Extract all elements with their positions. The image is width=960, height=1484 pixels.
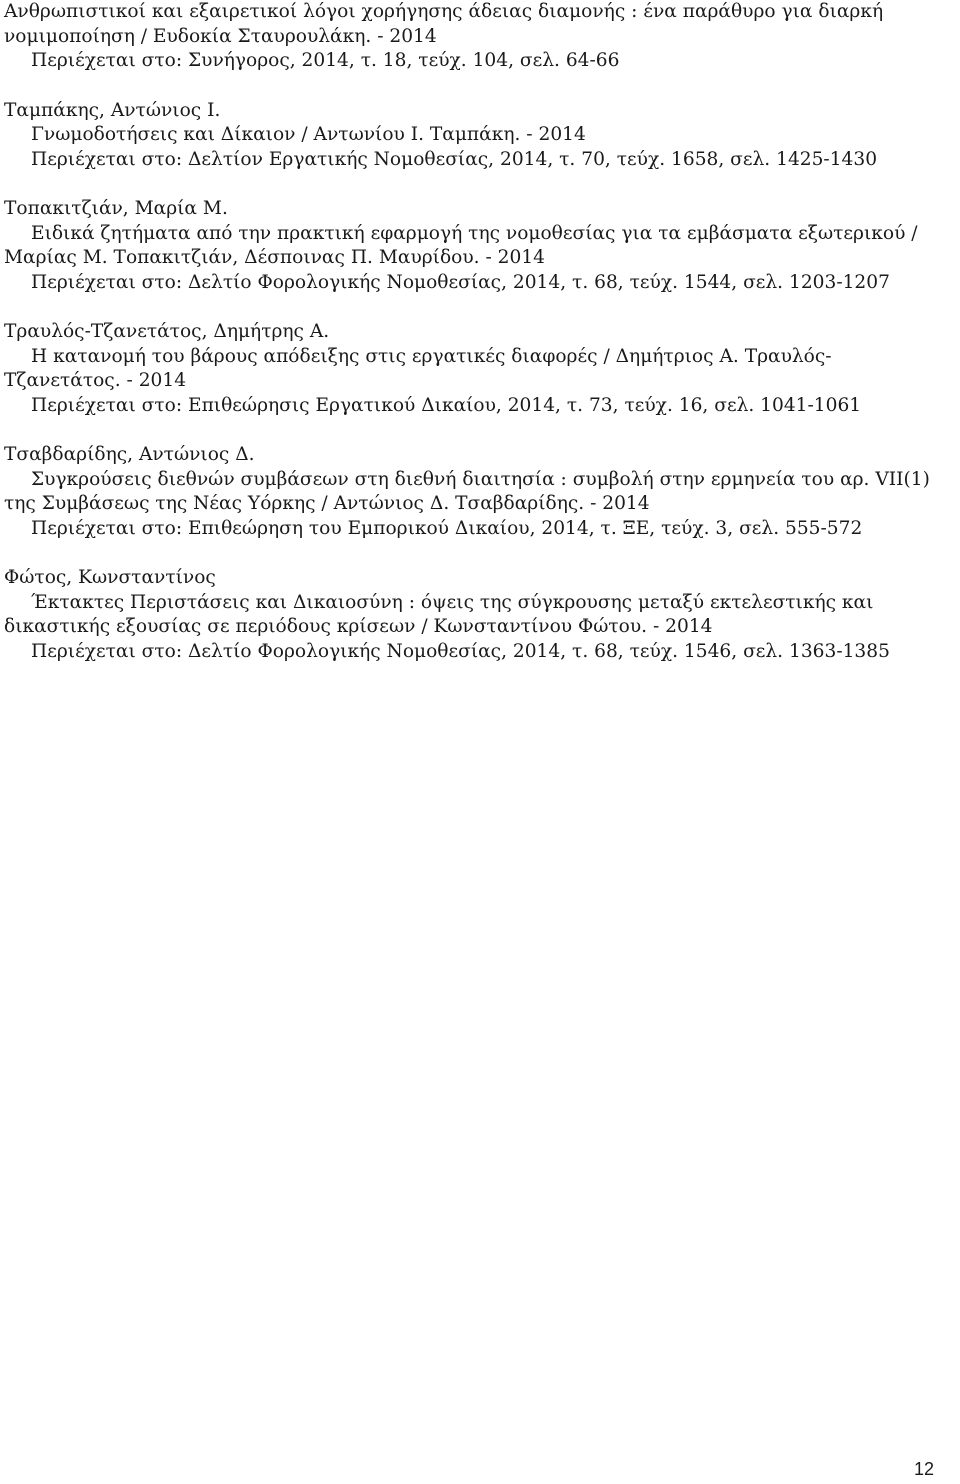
entry-source: Περιέχεται στο: Δελτίο Φορολογικής Νομοθεσίας, 2014, τ. 68, τεύχ. 1546, σελ. 1363-1385 [31, 640, 890, 662]
entry-title-line: Ανθρωπιστικοί και εξαιρετικοί λόγοι χορήγησης άδειας διαμονής : ένα παράθυρο για διαρκή [4, 1, 884, 22]
entry-source: Περιέχεται στο: Συνήγορος, 2014, τ. 18, τεύχ. 104, σελ. 64-66 [31, 50, 620, 71]
bibliography-entry [4, 99, 954, 173]
entry-title-line: Τζανετάτος. - 2014 [4, 370, 187, 391]
bibliography-entry [4, 443, 954, 541]
entry-title-line: Η κατανομή του βάρους απόδειξης στις εργατικές διαφορές / Δημήτριος Α. Τραυλός- [31, 345, 832, 367]
entry-source: Περιέχεται στο: Επιθεώρηση του Εμπορικού Δικαίου, 2014, τ. ΞΕ, τεύχ. 3, σελ. 555-572 [31, 517, 863, 539]
entry-title-line: νομιμοποίηση / Ευδοκία Σταυρουλάκη. - 2014 [4, 25, 437, 47]
entry-title-line: Ειδικά ζητήματα από την πρακτική εφαρμογή της νομοθεσίας για τα εμβάσματα εξωτερικού / [31, 222, 918, 244]
entry-author: Ταμπάκης, Αντώνιος Ι. [4, 99, 221, 121]
entry-title-line: Γνωμοδοτήσεις και Δίκαιον / Αντωνίου Ι. Ταμπάκη. - 2014 [31, 124, 586, 145]
entry-title-line: της Συμβάσεως της Νέας Υόρκης / Αντώνιος Δ. Τσαβδαρίδης. - 2014 [4, 493, 650, 514]
entry-author: Τραυλός-Τζανετάτος, Δημήτρης Α. [4, 321, 330, 342]
bibliography-entry [4, 566, 954, 664]
bibliography-entry [4, 197, 954, 295]
entry-author: Τοπακιτζιάν, Μαρία Μ. [4, 198, 228, 219]
bibliography-entry [4, 0, 954, 74]
bibliography-entry [4, 320, 954, 418]
entry-title-line: Συγκρούσεις διεθνών συμβάσεων στη διεθνή διαιτησία : συμβολή στην ερμηνεία του αρ. VII(1) [31, 468, 930, 490]
entry-title-line: Έκτακτες Περιστάσεις και Δικαιοσύνη : όψεις της σύγκρουσης μεταξύ εκτελεστικής και [31, 591, 874, 613]
entry-title-line: δικαστικής εξουσίας σε περιόδους κρίσεων / Κωνσταντίνου Φώτου. - 2014 [4, 616, 713, 637]
entry-author: Τσαβδαρίδης, Αντώνιος Δ. [4, 444, 255, 465]
entry-title-line: Μαρίας Μ. Τοπακιτζιάν, Δέσποινας Π. Μαυρίδου. - 2014 [4, 247, 545, 268]
bibliography-page [4, 0, 954, 664]
entry-author: Φώτος, Κωνσταντίνος [4, 567, 216, 588]
entry-source: Περιέχεται στο: Δελτίον Εργατικής Νομοθεσίας, 2014, τ. 70, τεύχ. 1658, σελ. 1425-1430 [31, 148, 878, 170]
entry-source: Περιέχεται στο: Δελτίο Φορολογικής Νομοθεσίας, 2014, τ. 68, τεύχ. 1544, σελ. 1203-1207 [31, 271, 890, 293]
page-number: 12 [913, 1459, 934, 1479]
entry-source: Περιέχεται στο: Επιθεώρησις Εργατικού Δικαίου, 2014, τ. 73, τεύχ. 16, σελ. 1041-1061 [31, 394, 862, 416]
